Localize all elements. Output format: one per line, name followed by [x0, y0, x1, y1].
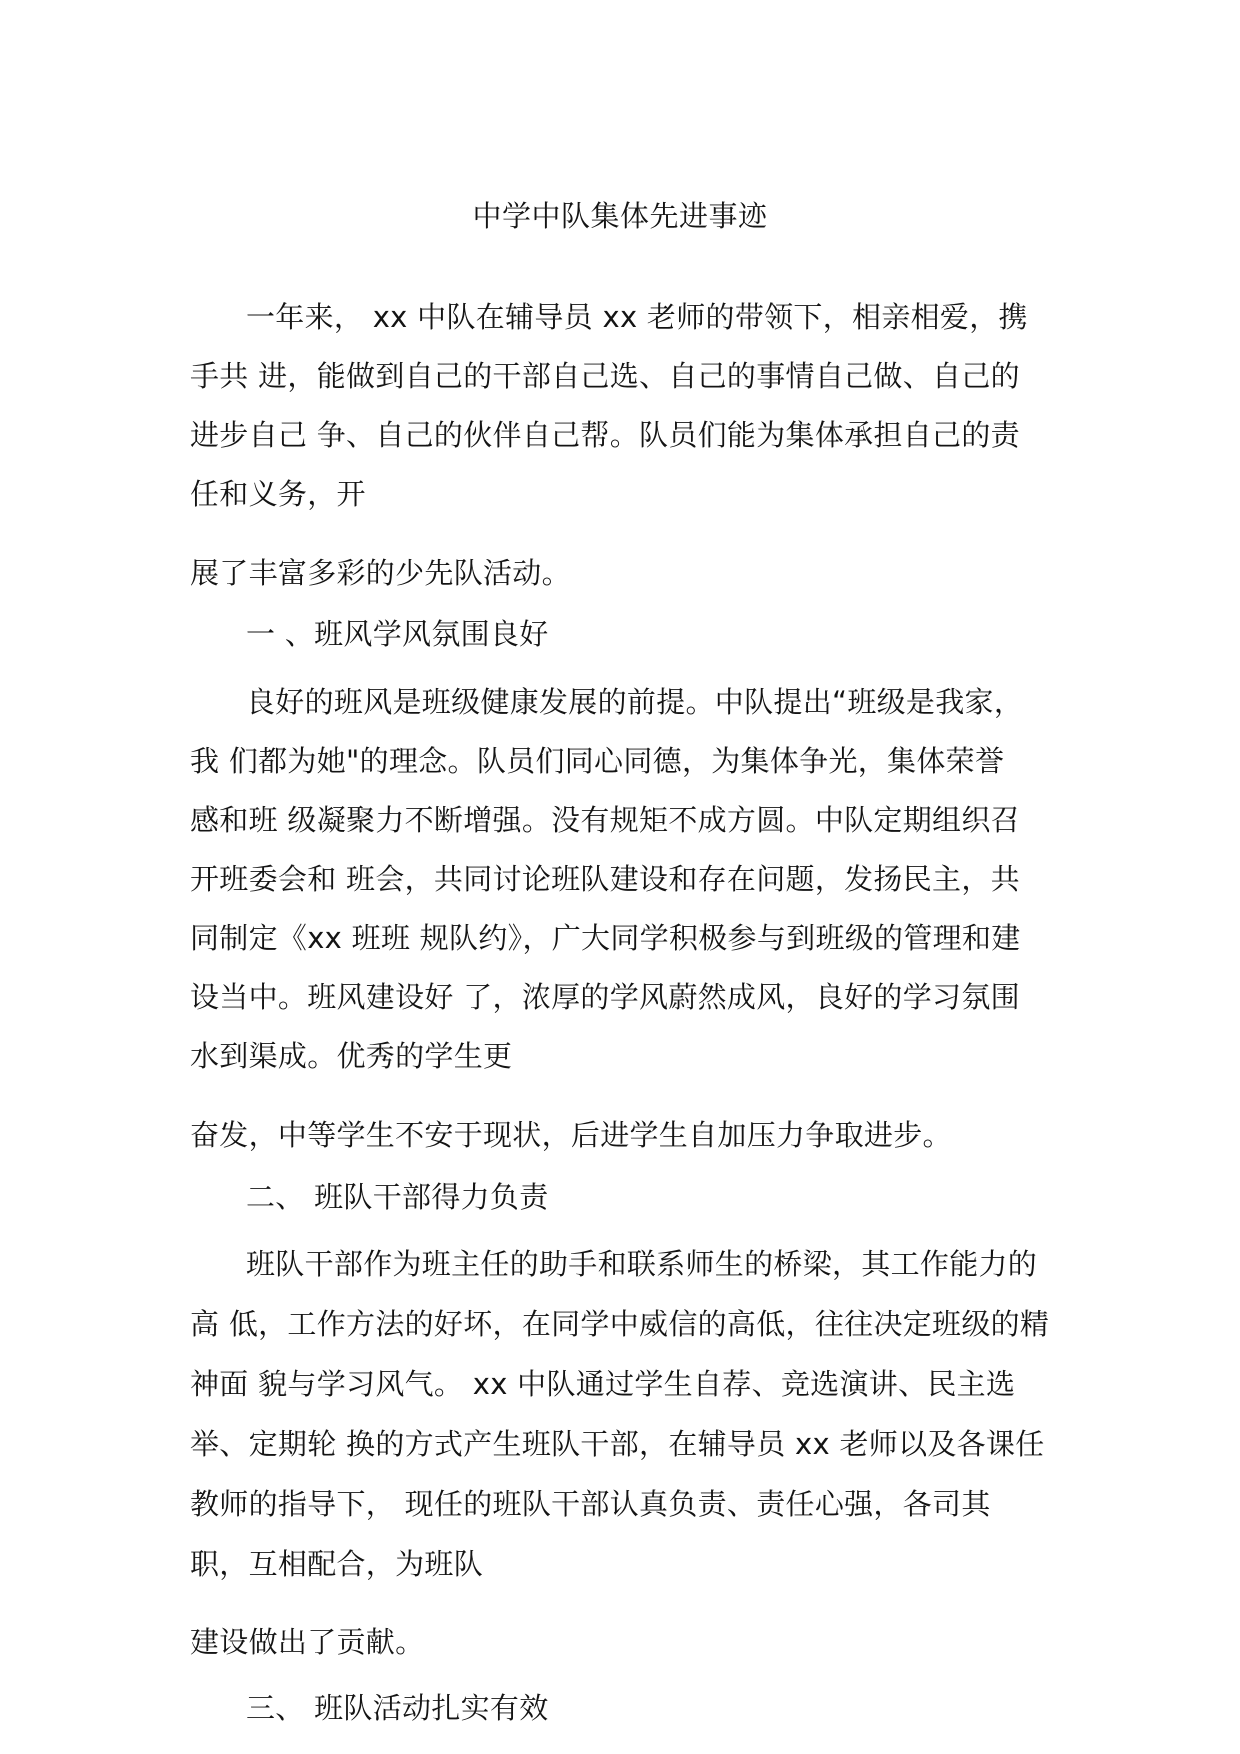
paragraph-line: 水到渠成。优秀的学生更	[190, 1039, 513, 1073]
paragraph-line: 举、定期轮 换的方式产生班队干部，在辅导员 xx 老师以及各课任	[190, 1427, 1045, 1461]
paragraph-line: 奋发，中等学生不安于现状，后进学生自加压力争取进步。	[190, 1118, 952, 1152]
page-title: 中学中队集体先进事迹	[472, 199, 768, 233]
paragraph-line: 职，互相配合，为班队	[190, 1547, 484, 1581]
paragraph-line: 高 低，工作方法的好坏，在同学中威信的高低，往往决定班级的精	[190, 1307, 1050, 1341]
paragraph-line: 感和班 级凝聚力不断增强。没有规矩不成方圆。中队定期组织召	[190, 803, 1020, 837]
paragraph-line: 手共 进，能做到自己的干部自己选、自己的事情自己做、自己的	[190, 359, 1020, 393]
paragraph-line: 一年来， xx 中队在辅导员 xx 老师的带领下，相亲相爱，携	[246, 300, 1028, 334]
paragraph-line: 建设做出了贡献。	[190, 1625, 425, 1659]
paragraph-line: 良好的班风是班级健康发展的前提。中队提出“班级是我家，	[246, 685, 1024, 719]
section-heading-1: 一 、班风学风氛围良好	[246, 617, 549, 651]
paragraph-line: 同制定《xx 班班 规队约》，广大同学积极参与到班级的管理和建	[190, 921, 1021, 955]
paragraph-line: 班队干部作为班主任的助手和联系师生的桥梁，其工作能力的	[246, 1247, 1038, 1281]
paragraph-line: 神面 貌与学习风气。 xx 中队通过学生自荐、竞选演讲、民主选	[190, 1367, 1016, 1401]
paragraph-line: 教师的指导下， 现任的班队干部认真负责、责任心强，各司其	[190, 1487, 991, 1521]
paragraph-line: 设当中。班风建设好 了，浓厚的学风蔚然成风，良好的学习氛围	[190, 980, 1020, 1014]
paragraph-line: 任和义务，开	[190, 477, 366, 511]
paragraph-line: 进步自己 争、自己的伙伴自己帮。队员们能为集体承担自己的责	[190, 418, 1020, 452]
section-heading-2: 二、 班队干部得力负责	[246, 1180, 549, 1214]
paragraph-line: 展了丰富多彩的少先队活动。	[190, 556, 571, 590]
paragraph-line: 开班委会和 班会，共同讨论班队建设和存在问题，发扬民主，共	[190, 862, 1020, 896]
section-heading-3: 三、 班队活动扎实有效	[246, 1691, 549, 1725]
paragraph-line: 我 们都为她"的理念。队员们同心同德，为集体争光，集体荣誉	[190, 744, 1005, 778]
